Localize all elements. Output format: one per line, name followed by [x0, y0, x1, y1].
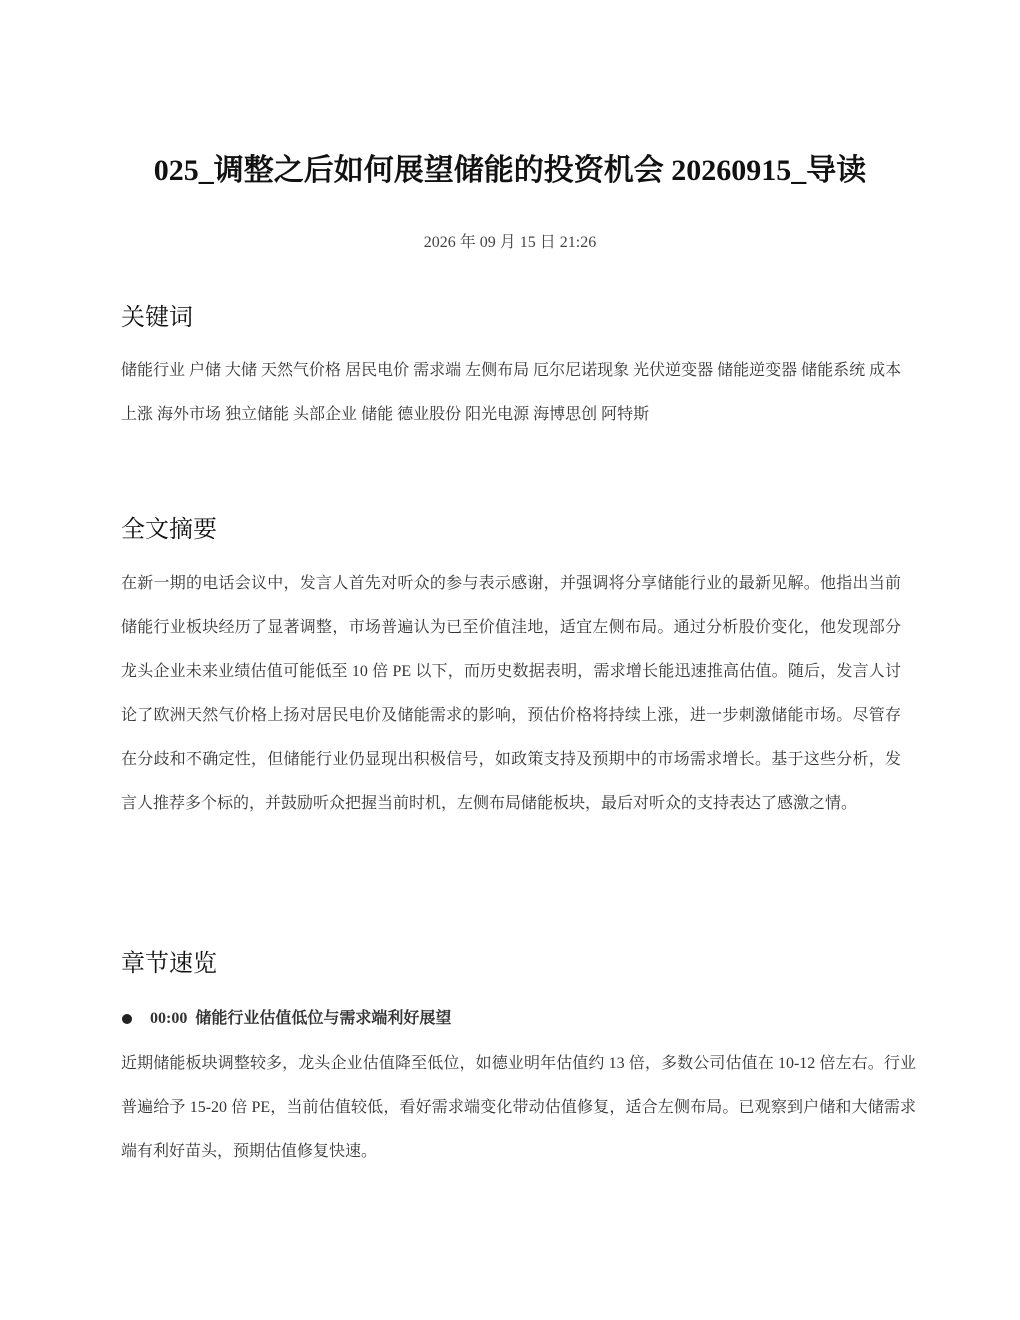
chapter-item	[121, 1003, 451, 1035]
keyword: 户储	[189, 362, 222, 379]
keywords-heading: 关键词	[121, 305, 193, 331]
summary-heading: 全文摘要	[121, 517, 217, 543]
keyword: 厄尔尼诺现象	[533, 362, 630, 379]
keyword: 头部企业	[293, 406, 358, 423]
keyword: 阳光电源	[465, 406, 530, 423]
keyword: 储能逆变器	[717, 362, 798, 379]
chapter-title: 储能行业估值低位与需求端利好展望	[195, 1010, 452, 1027]
keyword: 独立储能	[225, 406, 290, 423]
document-date: 2026 年 09 月 15 日 21:26	[423, 234, 597, 251]
chapters-heading: 章节速览	[121, 951, 217, 977]
keyword: 储能系统	[801, 362, 866, 379]
keyword: 大储	[225, 362, 258, 379]
keyword: 居民电价	[345, 362, 410, 379]
bullet-icon	[122, 1014, 132, 1024]
chapter-heading	[150, 1003, 451, 1035]
summary-text: 在新一期的电话会议中，发言人首先对听众的参与表示感谢，并强调将分享储能行业的最新见解。他指出当前储能行业板块经历了显著调整，市场普遍认为已至价值洼地，适宜左侧布局。通过分析股价变化，他发现部分龙头企业未来业绩估值可能低至 10 倍 PE 以下，而历史数据表明，需求增长能迅速推高估值。随后，发言人讨论了欧洲天然气价格上扬对居民电价及储能需求的影响，预估价格将持续上涨，进一步刺激储能市场。尽管存在分歧和不确定性，但储能行业仍显现出积极信号，如政策支持及预期中的市场需求增长。基于这些分析，发言人推荐多个标的，并鼓励听众把握当前时机，左侧布局储能板块，最后对听众的支持表达了感激之情。	[121, 575, 901, 812]
keyword: 光伏逆变器	[633, 362, 714, 379]
keyword: 储能	[361, 406, 394, 423]
document-title: 025_调整之后如何展望储能的投资机会 20260915_导读	[153, 154, 867, 187]
keyword: 天然气价格	[261, 362, 342, 379]
keyword: 海外市场	[157, 406, 222, 423]
chapter-body: 近期储能板块调整较多，龙头企业估值降至低位，如德业明年估值约 13 倍，多数公司估值在 10-12 倍左右。行业普遍给予 15-20 倍 PE，当前估值较低，看好需求端变化带动估值修复，适合左侧布局。已观察到户储和大储需求端有利好苗头，预期估值修复快速。	[121, 1055, 916, 1160]
keyword: 需求端	[413, 362, 462, 379]
keyword: 成本上涨	[121, 362, 902, 423]
keyword: 德业股份	[397, 406, 462, 423]
keyword: 阿特斯	[601, 406, 650, 423]
keyword: 左侧布局	[465, 362, 530, 379]
keyword: 海博思创	[533, 406, 598, 423]
keyword-list	[121, 349, 911, 437]
keyword: 储能行业	[121, 362, 186, 379]
chapter-time: 00:00	[150, 1010, 188, 1027]
